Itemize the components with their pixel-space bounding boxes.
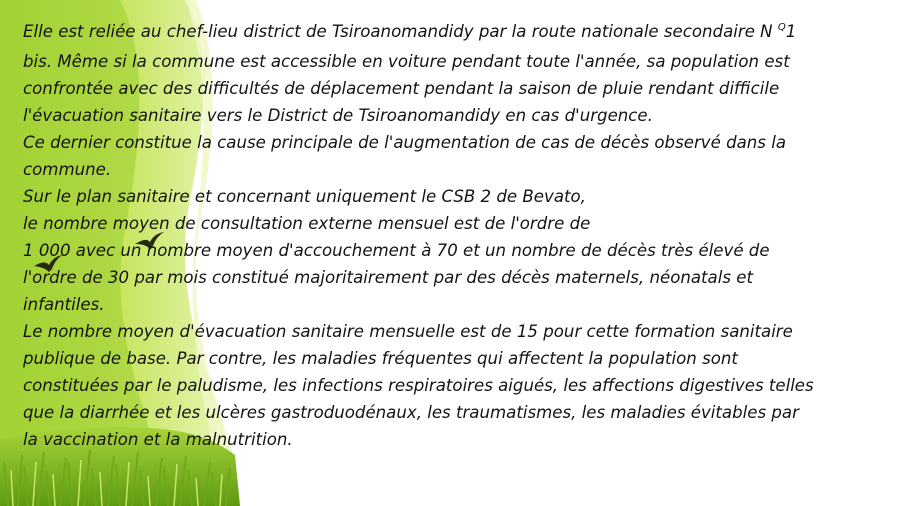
slide-text-body	[23, 18, 883, 453]
text-line: Elle est reliée au chef-lieu district de Tsiroanomandidy par la route nationale secondaire N $^Q$1	[23, 22, 797, 41]
text-line: que la diarrhée et les ulcères gastroduodénaux, les traumatismes, les maladies évitables par	[23, 403, 799, 422]
text-line: bis. Même si la commune est accessible en voiture pendant toute l'année, sa population est	[23, 52, 790, 71]
text-line: Le nombre moyen d'évacuation sanitaire mensuelle est de 15 pour cette formation sanitaire	[23, 322, 793, 341]
text-line: Ce dernier constitue la cause principale de l'augmentation de cas de décès observé dans la	[23, 133, 786, 152]
route-number: 1	[785, 22, 797, 41]
text-line: l'ordre de 30 par mois constitué majoritairement par des décès maternels, néonatals et	[23, 268, 753, 287]
text-line: Sur le plan sanitaire et concernant uniquement le CSB 2 de Bevato,	[23, 187, 586, 206]
text-line: 1 000 avec un nombre moyen d'accouchement à 70 et un nombre de décès très élevé de	[23, 241, 770, 260]
text-line: constituées par le paludisme, les infections respiratoires aigués, les affections digestives telles	[23, 376, 814, 395]
text-line: publique de base. Par contre, les maladies fréquentes qui affectent la population sont	[23, 349, 738, 368]
text-line: infantiles.	[23, 295, 105, 314]
text-line: le nombre moyen de consultation externe mensuel est de l'ordre de	[23, 214, 591, 233]
text-line: confrontée avec des difficultés de déplacement pendant la saison de pluie rendant difficile	[23, 79, 780, 98]
text-line: l'évacuation sanitaire vers le District de Tsiroanomandidy en cas d'urgence.	[23, 106, 653, 125]
route-superscript: Q	[777, 22, 786, 33]
text-line: commune.	[23, 160, 112, 179]
text-line: la vaccination et la malnutrition.	[23, 430, 293, 449]
